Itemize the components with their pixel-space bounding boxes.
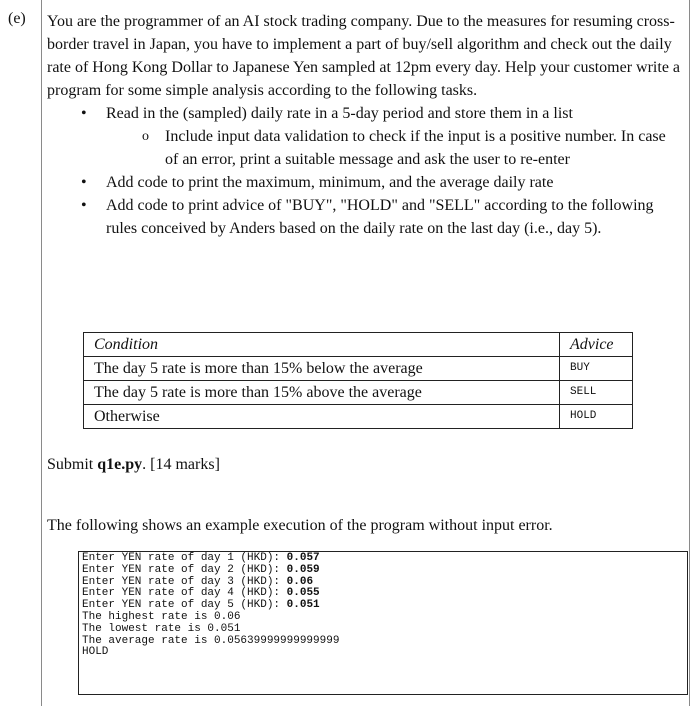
question-intro: You are the programmer of an AI stock trading company. Due to the measures for resuming cross-border travel in Japan, you have to implement a part of buy/sell algorithm and check out the daily rate of Hong Kong Dollar to Japanese Yen sampled at 12pm every day. Help your customer write a program for some simple analysis according to the following tasks. <box>47 13 681 99</box>
example-intro: The following shows an example execution of the program without input error. <box>47 517 553 534</box>
advice-rules-table <box>83 332 633 429</box>
console-output-line: The average rate is 0.05639999999999999 <box>82 634 340 647</box>
table-header-advice: Advice <box>560 333 633 357</box>
subtask-item-validation: o Include input data validation to check if the input is a positive number. In case of an error, print a suitable message and ask the user to re-enter <box>106 125 682 171</box>
console-prompt: Enter YEN rate of day 5 (HKD): <box>82 599 287 612</box>
console-prompt: Enter YEN rate of day 3 (HKD): <box>82 575 287 588</box>
table-row <box>84 405 633 429</box>
console-output-box <box>78 551 688 695</box>
submit-marks: . [14 marks] <box>142 456 220 473</box>
table-row <box>84 357 633 381</box>
question-part-label: (e) <box>8 10 26 27</box>
console-input: 0.057 <box>286 552 320 564</box>
console-input: 0.055 <box>286 587 320 600</box>
console-input: 0.051 <box>286 599 320 612</box>
console-prompt: Enter YEN rate of day 1 (HKD): <box>82 552 287 564</box>
task-list <box>47 102 682 240</box>
console-output-line: The lowest rate is 0.051 <box>82 622 241 635</box>
table-cell-advice: SELL <box>560 381 633 405</box>
submit-filename: q1e.py <box>97 456 143 473</box>
task-item-read-rates <box>47 102 682 171</box>
submit-prefix: Submit <box>47 456 98 473</box>
table-header-condition: Condition <box>84 333 560 357</box>
table-cell-advice: BUY <box>560 357 633 381</box>
task-item-advice: • Add code to print advice of "BUY", "HOLD" and "SELL" according to the following rules conceived by Anders based on the daily rate on the last day (i.e., day 5). <box>47 194 682 240</box>
right-border-line <box>689 0 690 706</box>
question-content <box>47 10 682 659</box>
console-input: 0.059 <box>286 563 320 576</box>
task-item-statistics: • Add code to print the maximum, minimum, and the average daily rate <box>47 171 682 194</box>
console-prompt: Enter YEN rate of day 2 (HKD): <box>82 563 287 576</box>
left-border-line <box>41 0 42 706</box>
submit-instruction <box>47 453 220 476</box>
table-header-row <box>84 333 633 357</box>
table-cell-condition: The day 5 rate is more than 15% below the average <box>84 357 560 381</box>
console-output-line: HOLD <box>82 646 109 659</box>
console-input: 0.06 <box>286 575 314 588</box>
console-output-line: The highest rate is 0.06 <box>82 610 241 623</box>
subtask-list <box>106 125 682 171</box>
table-row <box>84 381 633 405</box>
table-cell-condition: The day 5 rate is more than 15% above the average <box>84 381 560 405</box>
task-text: Read in the (sampled) daily rate in a 5-day period and store them in a list <box>106 105 573 122</box>
table-cell-advice: HOLD <box>560 405 633 429</box>
console-prompt: Enter YEN rate of day 4 (HKD): <box>82 587 287 600</box>
table-cell-condition: Otherwise <box>84 405 560 429</box>
